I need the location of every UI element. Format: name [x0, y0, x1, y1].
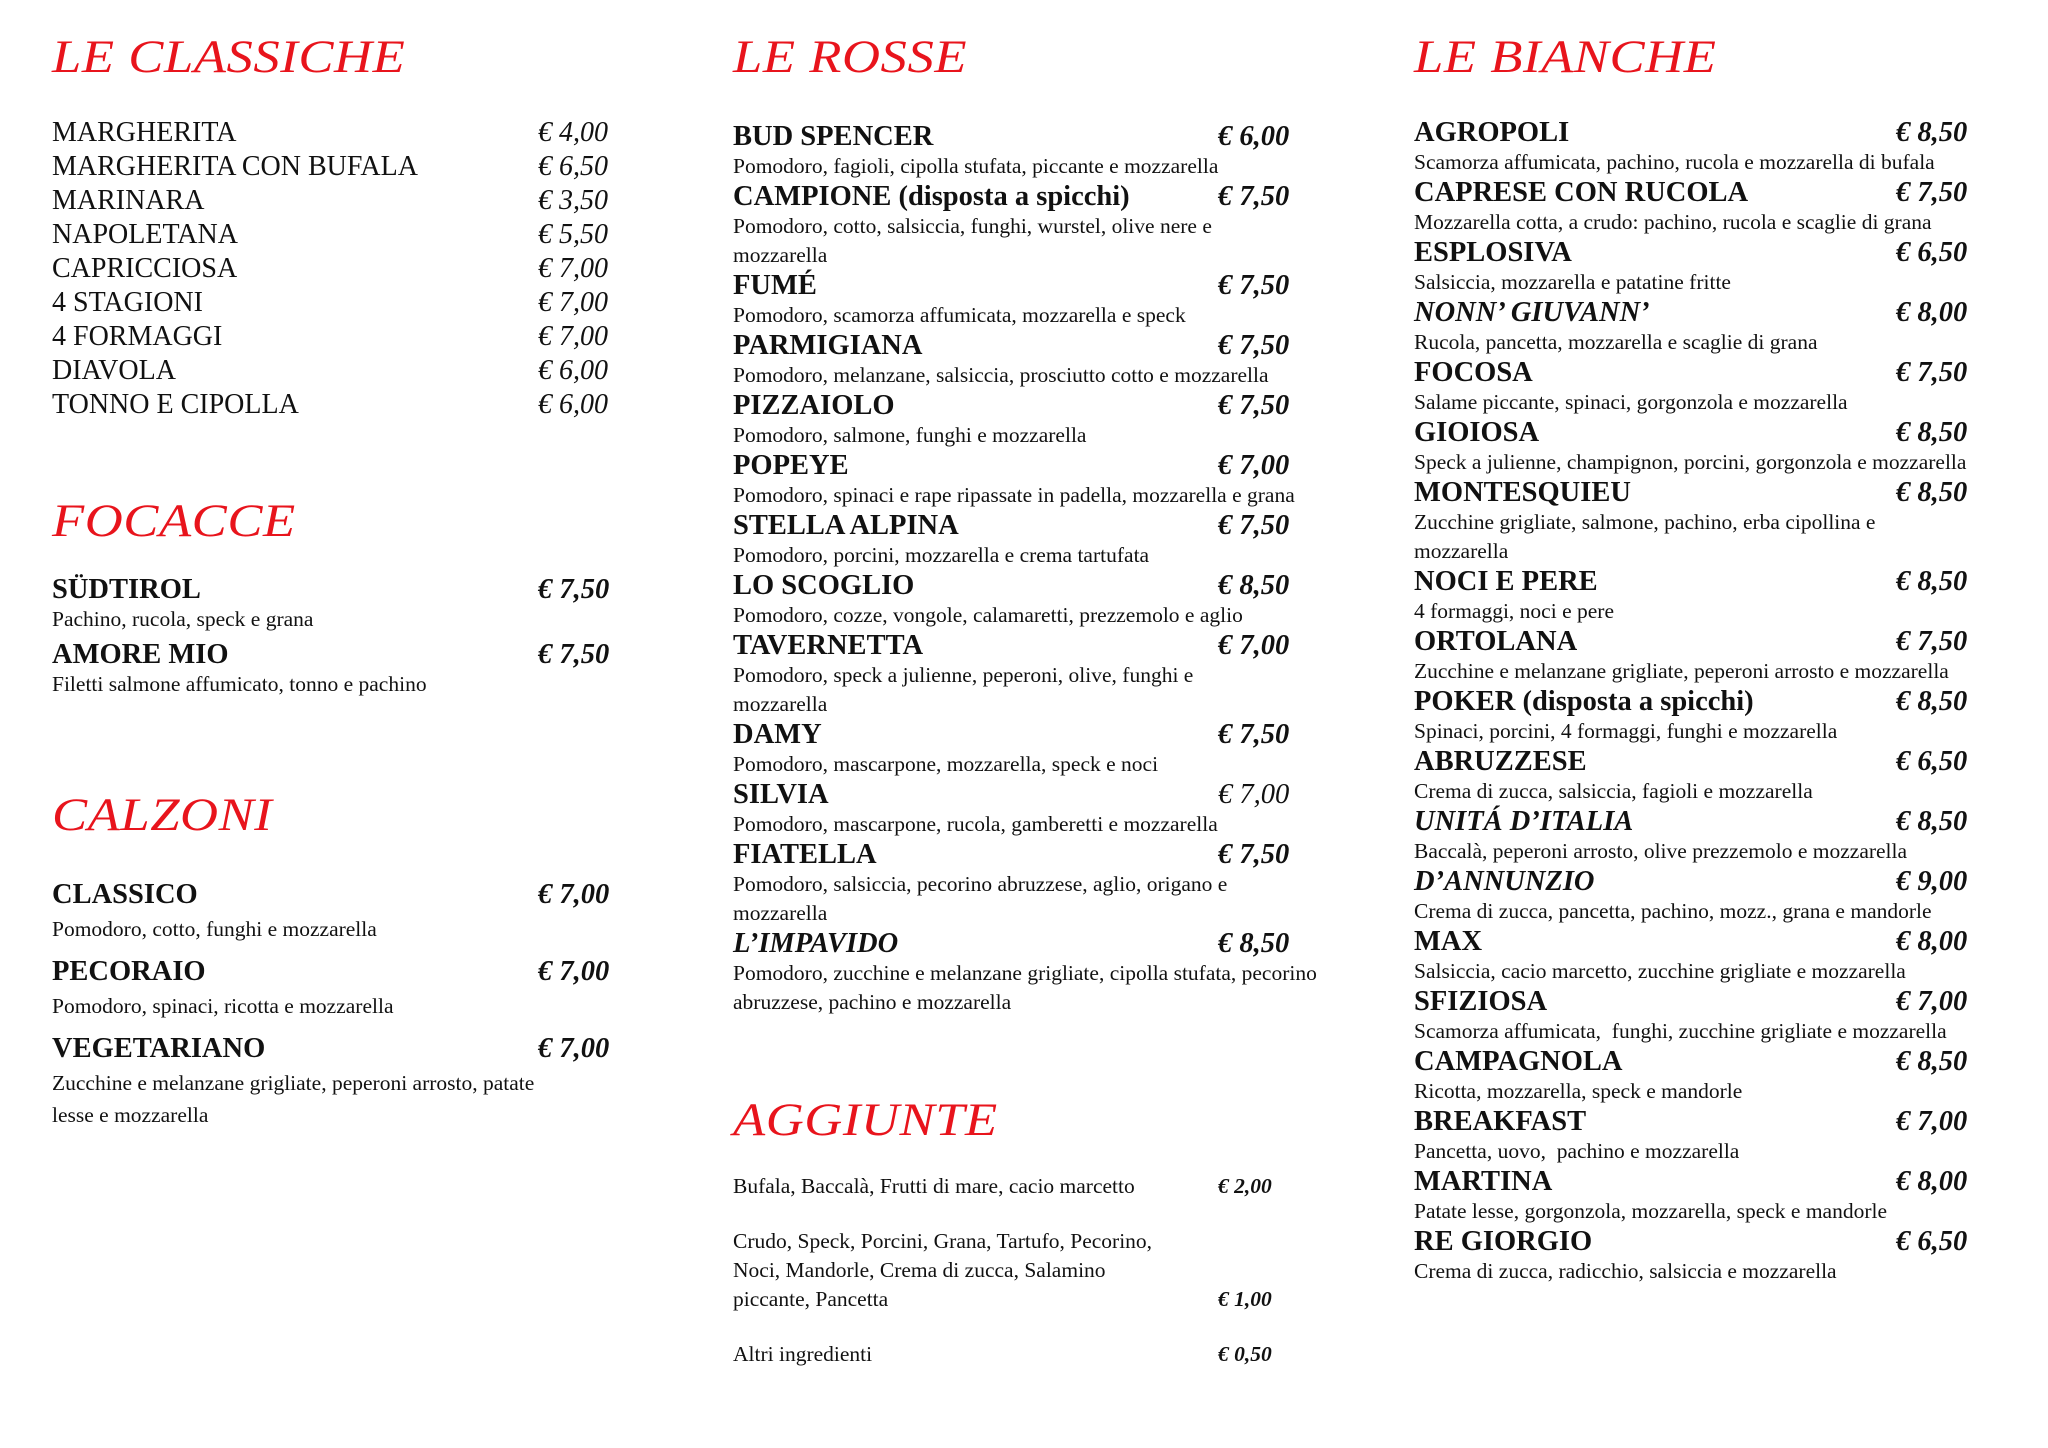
item-price: € 8,00 — [1896, 1166, 1968, 1197]
item-price: € 5,50 — [538, 219, 608, 250]
item-name: CLASSICO — [52, 879, 198, 910]
item-description: Pomodoro, fagioli, cipolla stufata, piccante e mozzarella — [733, 154, 1219, 178]
menu-item-unita-d-italia — [1414, 806, 2034, 866]
menu-item-diavola — [52, 354, 612, 388]
item-name: CAMPIONE (disposta a spicchi) — [733, 181, 1130, 212]
item-description: Salsiccia, cacio marcetto, zucchine grigliate e mozzarella — [1414, 959, 1906, 983]
menu-item-silvia — [733, 779, 1333, 839]
item-name: GIOIOSA — [1414, 417, 1540, 448]
item-description: Zucchine e melanzane grigliate, peperoni arrosto, patate lesse e mozzarella — [52, 1071, 535, 1127]
menu-item-gioiosa — [1414, 417, 2034, 477]
section-title-focacce: FOCACCE — [52, 495, 296, 547]
item-name: POKER (disposta a spicchi) — [1414, 686, 1754, 717]
extra-price: € 0,50 — [1218, 1342, 1272, 1366]
menu-item-vegetariano — [52, 1031, 612, 1131]
item-name: L’IMPAVIDO — [733, 928, 899, 959]
menu-item-l-impavido — [733, 928, 1333, 1017]
menu-item-4-stagioni — [52, 286, 612, 320]
menu-item-amore-mio — [52, 639, 612, 699]
menu-item-damy — [733, 719, 1333, 779]
item-price: € 7,50 — [1218, 330, 1290, 361]
item-name: 4 STAGIONI — [52, 287, 203, 318]
item-price: € 8,50 — [1896, 686, 1968, 717]
item-name: MONTESQUIEU — [1414, 477, 1631, 508]
section-title-le-classiche: LE CLASSICHE — [52, 31, 406, 83]
item-name: AGROPOLI — [1414, 117, 1570, 148]
item-name: PIZZAIOLO — [733, 390, 895, 421]
item-price: € 7,00 — [538, 321, 608, 352]
item-price: € 8,50 — [1896, 806, 1968, 837]
item-description: Pomodoro, salmone, funghi e mozzarella — [733, 423, 1087, 447]
item-description: Pomodoro, zucchine e melanzane grigliate, cipolla stufata, pecorino abruzzese, pachino e mozzarella — [733, 961, 1317, 1014]
menu-item-ortolana — [1414, 626, 2034, 686]
item-price: € 7,00 — [538, 287, 608, 318]
item-description: Pomodoro, cotto, salsiccia, funghi, wurstel, olive nere e mozzarella — [733, 214, 1212, 267]
menu-item-martina — [1414, 1166, 2034, 1226]
menu-item-fiatella — [733, 839, 1333, 928]
item-price: € 6,50 — [538, 151, 608, 182]
menu-item-montesquieu — [1414, 477, 2034, 566]
item-price: € 8,00 — [1896, 297, 1968, 328]
item-price: € 7,50 — [1218, 719, 1290, 750]
item-description: 4 formaggi, noci e pere — [1414, 599, 1614, 623]
item-name: CAMPAGNOLA — [1414, 1046, 1623, 1077]
item-price: € 7,00 — [1896, 986, 1968, 1017]
menu-item-bud-spencer — [733, 121, 1333, 181]
item-price: € 8,50 — [1218, 928, 1290, 959]
item-description: Filetti salmone affumicato, tonno e pachino — [52, 672, 427, 696]
item-name: MARTINA — [1414, 1166, 1553, 1197]
item-price: € 8,50 — [1896, 566, 1968, 597]
menu-item-sfiziosa — [1414, 986, 2034, 1046]
item-price: € 7,00 — [1218, 779, 1290, 810]
menu-item-capricciosa — [52, 252, 612, 286]
item-description: Zucchine grigliate, salmone, pachino, erba cipollina e mozzarella — [1414, 510, 1876, 563]
item-name: ORTOLANA — [1414, 626, 1578, 657]
item-name: FOCOSA — [1414, 357, 1533, 388]
item-price: € 7,00 — [538, 956, 610, 987]
menu-item-margherita — [52, 116, 612, 150]
item-price: € 7,50 — [538, 574, 610, 605]
menu-item-pizzaiolo — [733, 390, 1333, 450]
menu-item-lo-scoglio — [733, 570, 1333, 630]
extra-items: Altri ingredienti — [733, 1342, 873, 1366]
item-name: RE GIORGIO — [1414, 1226, 1593, 1257]
item-description: Pachino, rucola, speck e grana — [52, 607, 314, 631]
item-description: Pomodoro, salsiccia, pecorino abruzzese, aglio, origano e mozzarella — [733, 872, 1228, 925]
item-description: Pancetta, uovo, pachino e mozzarella — [1414, 1139, 1740, 1163]
item-name: MARGHERITA CON BUFALA — [52, 151, 418, 182]
item-name: BUD SPENCER — [733, 121, 934, 152]
item-description: Crema di zucca, salsiccia, fagioli e mozzarella — [1414, 779, 1813, 803]
menu-item-re-giorgio — [1414, 1226, 2034, 1286]
bianche-list — [1414, 117, 2034, 1286]
item-name: NOCI E PERE — [1414, 566, 1598, 597]
item-description: Pomodoro, speck a julienne, peperoni, olive, funghi e mozzarella — [733, 663, 1194, 716]
item-description: Crema di zucca, pancetta, pachino, mozz., grana e mandorle — [1414, 899, 1932, 923]
item-description: Crema di zucca, radicchio, salsiccia e mozzarella — [1414, 1259, 1837, 1283]
item-price: € 7,50 — [1896, 626, 1968, 657]
item-name: DAMY — [733, 719, 822, 750]
extra-group-2-euro — [733, 1172, 1333, 1201]
item-price: € 7,50 — [1218, 390, 1290, 421]
item-name: ABRUZZESE — [1414, 746, 1587, 777]
item-price: € 8,50 — [1896, 477, 1968, 508]
item-name: SFIZIOSA — [1414, 986, 1548, 1017]
item-description: Scamorza affumicata, pachino, rucola e mozzarella di bufala — [1414, 150, 1935, 174]
section-title-le-bianche: LE BIANCHE — [1414, 31, 1717, 83]
item-price: € 7,50 — [1218, 510, 1290, 541]
item-description: Spinaci, porcini, 4 formaggi, funghi e mozzarella — [1414, 719, 1838, 743]
menu-item-popeye — [733, 450, 1333, 510]
item-name: PARMIGIANA — [733, 330, 923, 361]
menu-item-4-formaggi — [52, 320, 612, 354]
item-name: SILVIA — [733, 779, 829, 810]
menu-item-focosa — [1414, 357, 2034, 417]
item-name: CAPRESE CON RUCOLA — [1414, 177, 1749, 208]
section-title-le-rosse: LE ROSSE — [733, 31, 968, 83]
item-price: € 6,50 — [1896, 237, 1968, 268]
item-name: AMORE MIO — [52, 639, 229, 670]
item-price: € 6,00 — [538, 355, 608, 386]
menu-item-tavernetta — [733, 630, 1333, 719]
extra-items: Crudo, Speck, Porcini, Grana, Tartufo, Pecorino, Noci, Mandorle, Crema di zucca, Salamino piccante, Pancetta — [733, 1229, 1153, 1311]
calzoni-list — [52, 877, 612, 1140]
item-description: Mozzarella cotta, a crudo: pachino, rucola e scaglie di grana — [1414, 210, 1932, 234]
item-price: € 8,50 — [1896, 1046, 1968, 1077]
item-description: Pomodoro, spinaci, ricotta e mozzarella — [52, 994, 394, 1018]
item-name: ESPLOSIVA — [1414, 237, 1572, 268]
item-name: MARGHERITA — [52, 117, 237, 148]
menu-item-max — [1414, 926, 2034, 986]
item-price: € 7,00 — [1218, 450, 1290, 481]
item-description: Pomodoro, porcini, mozzarella e crema tartufata — [733, 543, 1150, 567]
item-name: FIATELLA — [733, 839, 877, 870]
item-price: € 6,00 — [538, 389, 608, 420]
menu-item-sudtirol — [52, 574, 612, 634]
menu-item-fume — [733, 270, 1333, 330]
item-price: € 6,00 — [1218, 121, 1290, 152]
menu-item-stella-alpina — [733, 510, 1333, 570]
item-name: 4 FORMAGGI — [52, 321, 223, 352]
extra-price: € 1,00 — [1218, 1287, 1272, 1311]
aggiunte-list — [733, 1172, 1333, 1395]
menu-item-noci-e-pere — [1414, 566, 2034, 626]
menu-item-d-annunzio — [1414, 866, 2034, 926]
item-price: € 8,50 — [1896, 417, 1968, 448]
menu-item-classico — [52, 877, 612, 945]
item-name: POPEYE — [733, 450, 849, 481]
item-description: Ricotta, mozzarella, speck e mandorle — [1414, 1079, 1743, 1103]
extra-items: Bufala, Baccalà, Frutti di mare, cacio marcetto — [733, 1174, 1135, 1198]
item-price: € 7,00 — [538, 1033, 610, 1064]
focacce-list — [52, 574, 612, 704]
menu-item-margherita-con-bufala — [52, 150, 612, 184]
menu-item-abruzzese — [1414, 746, 2034, 806]
item-price: € 3,50 — [538, 185, 608, 216]
item-price: € 7,50 — [538, 639, 610, 670]
item-description: Salame piccante, spinaci, gorgonzola e mozzarella — [1414, 390, 1848, 414]
rosse-list — [733, 121, 1333, 1017]
item-price: € 7,50 — [1218, 181, 1290, 212]
menu-item-poker — [1414, 686, 2034, 746]
menu-item-breakfast — [1414, 1106, 2034, 1166]
item-name: UNITÁ D’ITALIA — [1414, 806, 1634, 837]
item-name: DIAVOLA — [52, 355, 176, 386]
item-description: Speck a julienne, champignon, porcini, gorgonzola e mozzarella — [1414, 450, 1967, 474]
item-description: Pomodoro, mascarpone, rucola, gamberetti e mozzarella — [733, 812, 1218, 836]
item-name: NAPOLETANA — [52, 219, 238, 250]
menu-item-pecoraio — [52, 954, 612, 1022]
item-name: PECORAIO — [52, 956, 206, 987]
item-name: MARINARA — [52, 185, 205, 216]
item-name: CAPRICCIOSA — [52, 253, 238, 284]
item-description: Salsiccia, mozzarella e patatine fritte — [1414, 270, 1731, 294]
item-name: TAVERNETTA — [733, 630, 924, 661]
item-name: TONNO E CIPOLLA — [52, 389, 299, 420]
item-price: € 7,50 — [1218, 270, 1290, 301]
menu-item-agropoli — [1414, 117, 2034, 177]
item-name: BREAKFAST — [1414, 1106, 1587, 1137]
item-description: Zucchine e melanzane grigliate, peperoni arrosto e mozzarella — [1414, 659, 1949, 683]
menu-item-esplosiva — [1414, 237, 2034, 297]
item-price: € 7,50 — [1896, 357, 1968, 388]
item-price: € 4,00 — [538, 117, 608, 148]
item-name: LO SCOGLIO — [733, 570, 915, 601]
item-description: Pomodoro, mascarpone, mozzarella, speck e noci — [733, 752, 1159, 776]
item-price: € 9,00 — [1896, 866, 1968, 897]
item-price: € 6,50 — [1896, 1226, 1968, 1257]
menu-item-campagnola — [1414, 1046, 2034, 1106]
menu-item-caprese-con-rucola — [1414, 177, 2034, 237]
extra-price: € 2,00 — [1218, 1174, 1272, 1198]
classiche-list — [52, 116, 612, 422]
item-description: Pomodoro, cotto, funghi e mozzarella — [52, 917, 377, 941]
item-description: Pomodoro, scamorza affumicata, mozzarella e speck — [733, 303, 1186, 327]
item-price: € 7,50 — [1896, 177, 1968, 208]
item-name: FUMÉ — [733, 270, 817, 301]
item-price: € 7,00 — [538, 879, 610, 910]
item-description: Pomodoro, melanzane, salsiccia, prosciutto cotto e mozzarella — [733, 363, 1269, 387]
section-title-aggiunte: AGGIUNTE — [733, 1094, 998, 1146]
menu-item-napoletana — [52, 218, 612, 252]
item-description: Rucola, pancetta, mozzarella e scaglie di grana — [1414, 330, 1818, 354]
item-name: NONN’ GIUVANN’ — [1414, 297, 1650, 328]
menu-item-campione — [733, 181, 1333, 270]
item-price: € 7,00 — [538, 253, 608, 284]
item-description: Baccalà, peperoni arrosto, olive prezzemolo e mozzarella — [1414, 839, 1908, 863]
menu-item-marinara — [52, 184, 612, 218]
item-name: MAX — [1414, 926, 1483, 957]
item-price: € 8,00 — [1896, 926, 1968, 957]
item-description: Patate lesse, gorgonzola, mozzarella, speck e mandorle — [1414, 1199, 1888, 1223]
menu-item-parmigiana — [733, 330, 1333, 390]
item-price: € 8,50 — [1218, 570, 1290, 601]
menu-item-nonn-giuvann — [1414, 297, 2034, 357]
menu-item-tonno-e-cipolla — [52, 388, 612, 422]
extra-group-altri — [733, 1340, 1333, 1369]
item-name: SÜDTIROL — [52, 574, 201, 605]
item-description: Pomodoro, spinaci e rape ripassate in padella, mozzarella e grana — [733, 483, 1295, 507]
item-price: € 7,00 — [1896, 1106, 1968, 1137]
section-title-calzoni: CALZONI — [52, 789, 273, 841]
item-description: Pomodoro, cozze, vongole, calamaretti, prezzemolo e aglio — [733, 603, 1243, 627]
item-price: € 8,50 — [1896, 117, 1968, 148]
item-name: STELLA ALPINA — [733, 510, 959, 541]
item-description: Scamorza affumicata, funghi, zucchine grigliate e mozzarella — [1414, 1019, 1947, 1043]
item-price: € 6,50 — [1896, 746, 1968, 777]
item-name: VEGETARIANO — [52, 1033, 266, 1064]
item-name: D’ANNUNZIO — [1414, 866, 1595, 897]
item-price: € 7,50 — [1218, 839, 1290, 870]
item-price: € 7,00 — [1218, 630, 1290, 661]
extra-group-1-euro — [733, 1227, 1333, 1314]
